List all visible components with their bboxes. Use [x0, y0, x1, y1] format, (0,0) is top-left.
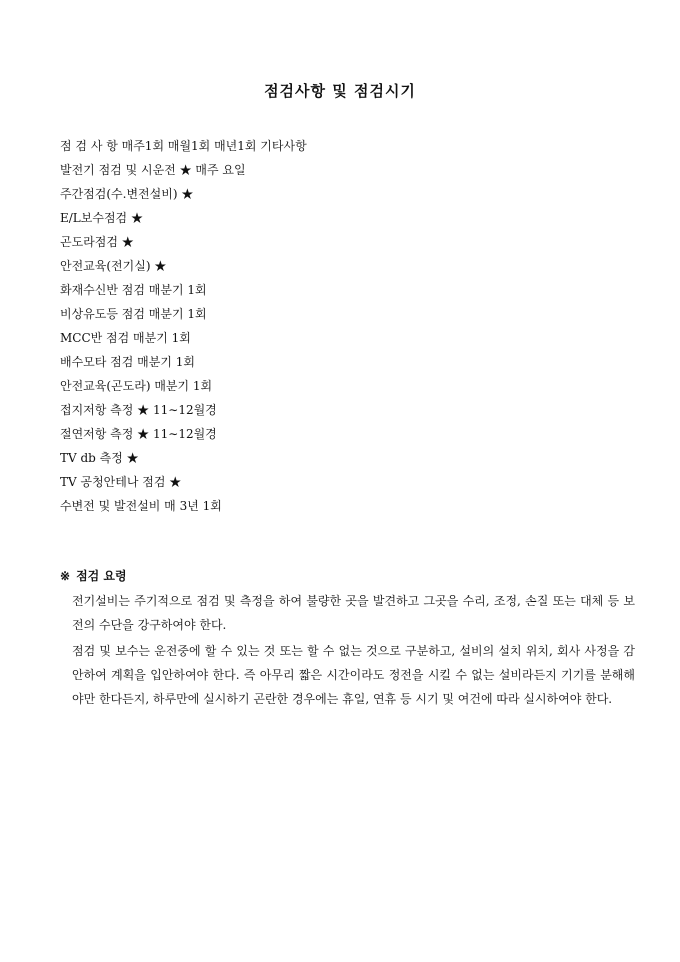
list-item: TV 공청안테나 점검 ★ [60, 475, 182, 489]
list-item: 비상유도등 점검 매분기 1회 [60, 307, 207, 321]
list-item: 수변전 및 발전설비 매 3년 1회 [60, 499, 222, 513]
list-item: 절연저항 측정 ★ 11∼12월경 [60, 427, 217, 441]
inspection-item-list [60, 134, 640, 518]
list-item: 안전교육(곤도라) 매분기 1회 [60, 379, 213, 393]
list-item: TV db 측정 ★ [60, 451, 139, 465]
guideline-paragraph: 점검 및 보수는 운전중에 할 수 있는 것 또는 할 수 없는 것으로 구분하고, 설비의 설치 위치, 회사 사정을 감안하여 계획을 입안하여야 한다. 즉 아무리 짧은 시간이라도 정전을 시킬 수 없는 설비라든지 기기를 분해해야만 한다든지, 하루만에 실시하기 곤란한 경우에는 휴일, 연휴 등 시기 및 여건에 따라 실시하여야 한다. [72, 644, 635, 706]
section-heading-text: 점검 요령 [76, 569, 127, 583]
inspection-guideline-section [60, 565, 635, 711]
list-item: 주간점검(수.변전설비) ★ [60, 187, 194, 201]
guideline-paragraph: 전기설비는 주기적으로 점검 및 측정을 하여 불량한 곳을 발견하고 그곳을 수리, 조정, 손질 또는 대체 등 보전의 수단을 강구하여야 한다. [72, 594, 635, 632]
reference-mark-icon: ※ [60, 569, 71, 583]
section-heading [60, 565, 635, 587]
list-item: 접지저항 측정 ★ 11∼12월경 [60, 403, 217, 417]
list-header-row: 점 검 사 항 매주1회 매월1회 매년1회 기타사항 [60, 139, 307, 153]
list-item: 배수모타 점검 매분기 1회 [60, 355, 195, 369]
list-item: 곤도라점검 ★ [60, 235, 134, 249]
list-item: MCC반 점검 매분기 1회 [60, 331, 191, 345]
list-item: 안전교육(전기실) ★ [60, 259, 167, 273]
list-item: 화재수신반 점검 매분기 1회 [60, 283, 207, 297]
list-item: 발전기 점검 및 시운전 ★ 매주 요일 [60, 163, 246, 177]
page-title: 점검사항 및 점검시기 [264, 82, 416, 100]
list-item: E/L보수점검 ★ [60, 211, 143, 225]
